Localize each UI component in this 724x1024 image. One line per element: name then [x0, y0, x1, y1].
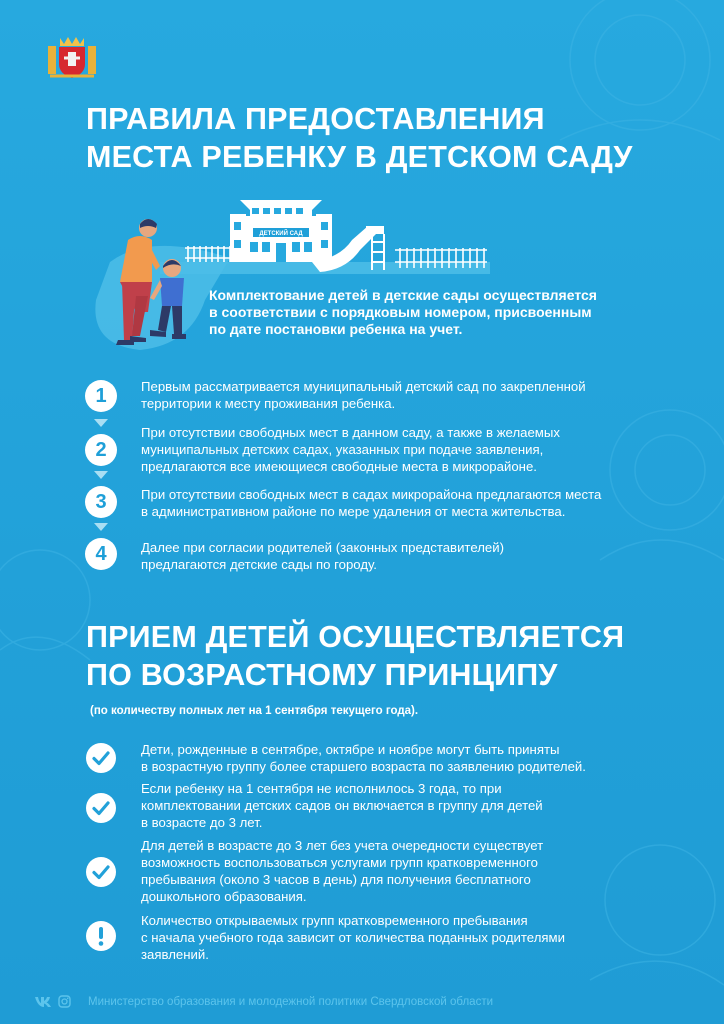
- step-text: [141, 378, 701, 412]
- step-number: 2: [85, 434, 117, 466]
- rule-line: Количество открываемых групп кратковременного пребывания: [141, 913, 528, 928]
- building-sign: ДЕТСКИЙ САД: [259, 231, 303, 237]
- rule-text: [141, 780, 701, 831]
- check-circle-icon: [86, 743, 116, 773]
- step-line: предлагаются все имеющиеся свободные места в микрорайоне.: [141, 459, 537, 474]
- title-line: МЕСТА РЕБЕНКУ В ДЕТСКОМ САДУ: [86, 140, 633, 174]
- step-line: При отсутствии свободных мест в садах микрорайона предлагаются места: [141, 487, 602, 502]
- rule-line: заявлений.: [141, 947, 209, 962]
- lead-paragraph: [209, 287, 689, 338]
- step-line: муниципальных детских садах, указанных при подаче заявления,: [141, 442, 544, 457]
- step-line: предлагаются детские сады по городу.: [141, 557, 377, 572]
- title-line: ПРАВИЛА ПРЕДОСТАВЛЕНИЯ: [86, 102, 545, 136]
- exclamation-circle-icon: [86, 921, 116, 951]
- check-circle-icon: [86, 857, 116, 887]
- arrow-down-icon: [91, 416, 111, 430]
- rule-line: в возрасте до 3 лет.: [141, 815, 263, 830]
- rule-line: с начала учебного года зависит от количества поданных родителями: [141, 930, 565, 945]
- step-line: Первым рассматривается муниципальный детский сад по закрепленной: [141, 379, 586, 394]
- step-line: При отсутствии свободных мест в данном саду, а также в желаемых: [141, 425, 560, 440]
- step-number-badge: [85, 380, 117, 412]
- step-line: Далее при согласии родителей (законных представителей): [141, 540, 505, 555]
- rule-line: Если ребенку на 1 сентября не исполнилось 3 года, то при: [141, 781, 502, 796]
- rule-text: [141, 837, 701, 905]
- rule-line: в возрастную группу более старшего возраста по заявлению родителей.: [141, 759, 586, 774]
- lead-line: Комплектование детей в детские сады осуществляется: [209, 287, 597, 303]
- footer-text: Министерство образования и молодежной политики Свердловской области: [88, 996, 494, 1008]
- step-number-badge: [85, 538, 117, 570]
- step-number-badge: [85, 434, 117, 466]
- section-title-age: [86, 618, 624, 694]
- step-number-badge: [85, 486, 117, 518]
- title-line: ПО ВОЗРАСТНОМУ ПРИНЦИПУ: [86, 658, 558, 692]
- step-line: в административном районе по мере удаления от места жительства.: [141, 504, 566, 519]
- rule-text: [141, 912, 701, 963]
- instagram-icon[interactable]: [58, 995, 71, 1008]
- step-line: территории к месту проживания ребенка.: [141, 396, 396, 411]
- arrow-down-icon: [91, 520, 111, 534]
- check-circle-icon: [86, 793, 116, 823]
- rule-line: Дети, рожденные в сентябре, октябре и ноябре могут быть приняты: [141, 742, 560, 757]
- rule-text: [141, 741, 701, 775]
- step-text: [141, 539, 701, 573]
- rule-line: Для детей в возрасте до 3 лет без учета очередности существует: [141, 838, 544, 853]
- step-number: 1: [85, 380, 117, 412]
- step-number: 3: [85, 486, 117, 518]
- lead-line: в соответствии с порядковым номером, присвоенным: [209, 304, 592, 320]
- title-line: ПРИЕМ ДЕТЕЙ ОСУЩЕСТВЛЯЕТСЯ: [86, 620, 625, 654]
- step-number: 4: [85, 538, 117, 570]
- vk-icon[interactable]: [34, 994, 52, 1008]
- rule-line: дошкольного образования.: [141, 889, 307, 904]
- arrow-down-icon: [91, 468, 111, 482]
- step-text: [141, 486, 701, 520]
- lead-line: по дате постановки ребенка на учет.: [209, 321, 463, 337]
- step-text: [141, 424, 701, 475]
- rule-line: пребывания (около 3 часов в день) для получения бесплатного: [141, 872, 531, 887]
- age-note: (по количеству полных лет на 1 сентября текущего года).: [90, 705, 419, 717]
- rule-line: комплектовании детских садов он включается в группу для детей: [141, 798, 543, 813]
- rule-line: возможность воспользоваться услугами групп кратковременного: [141, 855, 539, 870]
